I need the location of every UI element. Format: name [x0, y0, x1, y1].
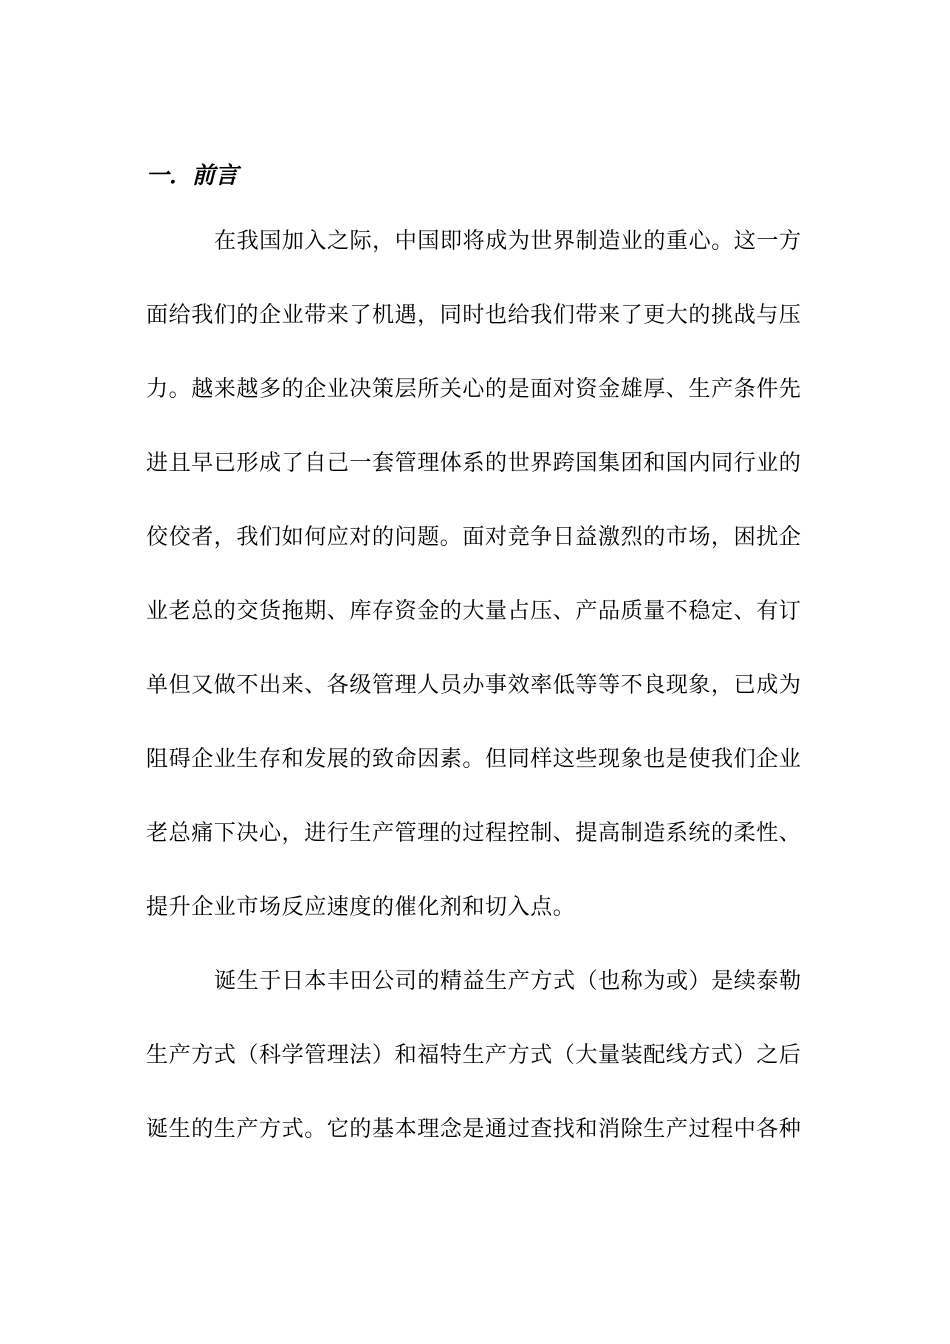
paragraph-2-line-2: 生产方式（科学管理法）和福特生产方式（大量装配线方式）之后 — [146, 1043, 802, 1068]
paragraph-2-line-1: 诞生于日本丰田公司的精益生产方式（也称为或）是续泰勒 — [214, 969, 802, 994]
paragraph-1-line-10: 提升企业市场反应速度的催化剂和切入点。 — [146, 895, 576, 920]
paragraph-1-line-5: 佼佼者，我们如何应对的问题。面对竞争日益激烈的市场，困扰企 — [146, 525, 802, 550]
paragraph-1-line-9: 老总痛下决心，进行生产管理的过程控制、提高制造系统的柔性、 — [146, 821, 802, 846]
paragraph-1-line-2: 面给我们的企业带来了机遇，同时也给我们带来了更大的挑战与压 — [146, 303, 802, 328]
paragraph-1-line-6: 业老总的交货拖期、库存资金的大量占压、产品质量不稳定、有订 — [146, 599, 802, 624]
paragraph-1-line-8: 阻碍企业生存和发展的致命因素。但同样这些现象也是使我们企业 — [146, 747, 802, 772]
paragraph-2-line-3: 诞生的生产方式。它的基本理念是通过查找和消除生产过程中各种 — [146, 1117, 802, 1142]
paragraph-1-line-1: 在我国加入之际，中国即将成为世界制造业的重心。这一方 — [214, 229, 802, 254]
section-heading: 一．前言 — [146, 162, 238, 189]
paragraph-1-line-4: 进且早已形成了自己一套管理体系的世界跨国集团和国内同行业的 — [146, 451, 802, 476]
paragraph-1-line-7: 单但又做不出来、各级管理人员办事效率低等等不良现象，已成为 — [146, 673, 802, 698]
paragraph-1-line-3: 力。越来越多的企业决策层所关心的是面对资金雄厚、生产条件先 — [146, 377, 802, 402]
